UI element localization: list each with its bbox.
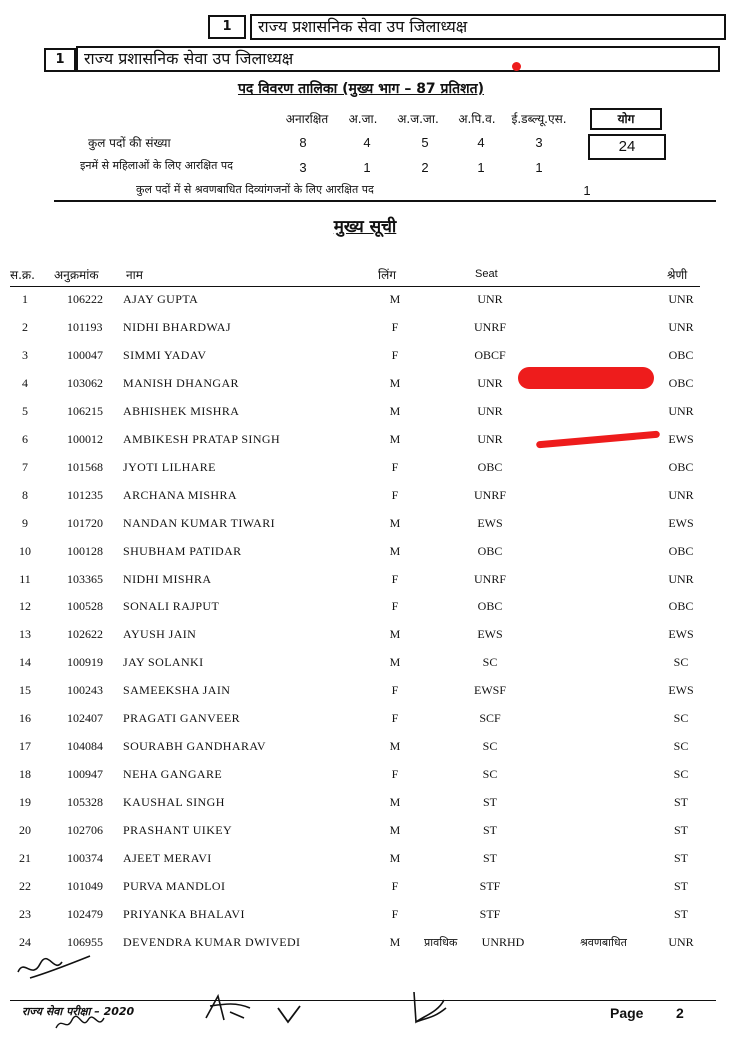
- row-roll-number: 101568: [67, 459, 103, 474]
- row-seat: UNRF: [473, 319, 506, 334]
- row-category: EWS: [668, 515, 694, 530]
- redaction-mark-1: [518, 367, 654, 389]
- row-gender: M: [389, 851, 401, 865]
- row-category: ST: [673, 906, 688, 921]
- total-unreserved: 8: [299, 135, 307, 150]
- cat-header-st: अ.ज.जा.: [397, 112, 439, 126]
- row-category: EWS: [668, 431, 694, 446]
- row-roll-number: 100374: [67, 851, 103, 865]
- post-table-subtitle: पद विवरण तालिका (मुख्य भाग – 87 प्रतिशत): [237, 81, 485, 97]
- row-name: KAUSHAL SINGH: [123, 795, 225, 810]
- row-category: SC: [673, 655, 689, 670]
- col-header-seat: Seat: [475, 268, 498, 280]
- footer-page-number: 2: [676, 1005, 684, 1021]
- row-sr: 14: [19, 655, 31, 670]
- header-number-box-1: 1: [208, 15, 246, 39]
- header-number-box-2: 1: [44, 48, 76, 72]
- row-sr: 23: [19, 906, 31, 921]
- row-category: OBC: [668, 543, 694, 558]
- row-sr: 18: [19, 767, 31, 782]
- row-gender: F: [391, 347, 399, 362]
- total-posts-label: कुल पदों की संख्या: [88, 136, 171, 150]
- table-row: [0, 683, 730, 711]
- row-seat: STF: [479, 906, 501, 921]
- row-gender: M: [389, 627, 401, 642]
- row-sr: 3: [22, 347, 28, 362]
- total-header-box: योग: [590, 108, 662, 130]
- row-gender: F: [391, 459, 399, 474]
- row-seat: UNR: [477, 292, 503, 306]
- row-roll-number: 102622: [67, 627, 103, 642]
- signature-scribble-left: [10, 950, 100, 990]
- row-name: SHUBHAM PATIDAR: [123, 543, 242, 558]
- row-gender: F: [391, 683, 399, 698]
- row-seat: SC: [482, 655, 498, 670]
- row-gender: M: [389, 375, 401, 390]
- footer-page-label: Page: [610, 1005, 644, 1021]
- row-name: NIDHI MISHRA: [123, 571, 212, 586]
- row-roll-number: 103365: [67, 571, 103, 586]
- row-sr: 7: [22, 459, 28, 474]
- row-note: श्रवणबाधित: [580, 936, 627, 949]
- row-seat-prefix: प्रावधिक: [424, 936, 458, 949]
- table-row: [0, 460, 730, 488]
- row-category: UNR: [668, 403, 694, 418]
- col-header-sr: स.क्र.: [10, 268, 35, 282]
- row-seat: OBC: [477, 543, 503, 558]
- row-seat: EWS: [477, 515, 503, 530]
- row-gender: M: [389, 739, 401, 754]
- row-gender: F: [391, 767, 399, 782]
- row-gender: F: [391, 711, 399, 726]
- section-divider: [54, 200, 716, 202]
- row-sr: 2: [22, 319, 28, 334]
- row-seat: OBC: [477, 459, 503, 474]
- row-seat: UNR: [477, 403, 503, 418]
- row-roll-number: 106955: [67, 934, 103, 949]
- women-obc: 1: [477, 160, 485, 175]
- row-gender: M: [389, 543, 401, 558]
- row-seat: EWSF: [473, 683, 506, 698]
- row-name: PRASHANT UIKEY: [123, 823, 233, 838]
- row-name: SOURABH GANDHARAV: [123, 739, 266, 754]
- row-category: ST: [673, 795, 688, 810]
- table-row: [0, 823, 730, 851]
- cat-header-sc: अ.जा.: [348, 112, 378, 126]
- row-name: SAMEEKSHA JAIN: [123, 683, 231, 698]
- col-header-gender: लिंग: [378, 268, 397, 282]
- row-roll-number: 102407: [67, 711, 103, 726]
- table-row: [0, 655, 730, 683]
- table-row: [0, 739, 730, 767]
- row-sr: 17: [19, 739, 31, 754]
- table-row: [0, 544, 730, 572]
- row-sr: 6: [22, 431, 28, 446]
- row-gender: M: [389, 515, 401, 530]
- row-roll-number: 100528: [67, 599, 103, 614]
- row-sr: 5: [22, 403, 28, 418]
- row-roll-number: 105328: [67, 795, 103, 810]
- row-seat: ST: [482, 795, 497, 810]
- row-name: ARCHANA MISHRA: [123, 487, 237, 502]
- table-row: [0, 851, 730, 879]
- row-gender: F: [391, 878, 399, 893]
- row-seat: ST: [482, 823, 497, 838]
- table-row: [0, 404, 730, 432]
- table-row: [0, 879, 730, 907]
- cat-header-unreserved: अनारक्षित: [285, 112, 329, 126]
- cat-header-obc: अ.पि.व.: [458, 112, 496, 126]
- row-sr: 10: [19, 543, 31, 558]
- row-seat: UNRHD: [481, 934, 525, 949]
- row-roll-number: 100012: [67, 431, 103, 446]
- row-roll-number: 103062: [67, 375, 103, 390]
- row-gender: F: [391, 571, 399, 586]
- red-dot: [512, 62, 521, 71]
- row-category: EWS: [668, 627, 694, 642]
- row-category: OBC: [668, 599, 694, 614]
- women-ews: 1: [535, 160, 543, 175]
- row-name: JAY SOLANKI: [123, 655, 204, 670]
- row-name: AJAY GUPTA: [123, 292, 199, 306]
- row-roll-number: 104084: [67, 739, 103, 754]
- col-header-roll: अनुक्रमांक: [54, 268, 99, 282]
- row-name: PURVA MANDLOI: [123, 878, 226, 893]
- deaf-reserved-value: 1: [583, 183, 591, 198]
- row-sr: 15: [19, 683, 31, 698]
- main-list-title: मुख्य सूची: [333, 217, 397, 237]
- row-sr: 21: [19, 851, 31, 865]
- row-seat: UNRF: [473, 571, 506, 586]
- row-name: NIDHI BHARDWAJ: [123, 319, 231, 334]
- row-gender: M: [389, 795, 401, 810]
- row-seat: OBCF: [474, 347, 506, 362]
- women-sc: 1: [363, 160, 371, 175]
- women-reserved-label: इनमें से महिलाओं के लिए आरक्षित पद: [80, 159, 233, 172]
- women-unreserved: 3: [299, 160, 307, 175]
- table-row: [0, 907, 730, 935]
- row-gender: M: [389, 823, 401, 838]
- row-name: AYUSH JAIN: [123, 627, 197, 642]
- row-seat: SCF: [479, 711, 501, 726]
- row-category: ST: [673, 878, 688, 893]
- row-gender: F: [391, 319, 399, 334]
- column-header-underline: [10, 286, 700, 287]
- col-header-category: श्रेणी: [667, 268, 688, 282]
- row-gender: M: [389, 292, 401, 306]
- row-name: AMBIKESH PRATAP SINGH: [123, 431, 281, 446]
- row-sr: 8: [22, 487, 28, 502]
- table-row: [0, 795, 730, 823]
- cat-header-ews: ई.डब्ल्यू.एस.: [511, 112, 567, 126]
- total-sc: 4: [363, 135, 371, 150]
- row-roll-number: 106215: [67, 403, 103, 418]
- row-name: PRIYANKA BHALAVI: [123, 906, 245, 921]
- deaf-reserved-label: कुल पदों में से श्रवणबाधित दिव्यांगजनों के लिए आरक्षित पद: [136, 183, 374, 196]
- row-category: SC: [673, 739, 689, 754]
- row-sr: 4: [22, 375, 28, 390]
- row-sr: 19: [19, 795, 31, 810]
- row-roll-number: 101049: [67, 878, 103, 893]
- signature-scribble-2: [274, 1000, 304, 1028]
- row-category: ST: [673, 851, 688, 865]
- row-sr: 12: [19, 599, 31, 614]
- row-seat: UNR: [477, 375, 503, 390]
- footer-exam-name: राज्य सेवा परीक्षा – 2020: [22, 1005, 135, 1018]
- row-category: ST: [673, 823, 688, 838]
- row-category: UNR: [668, 571, 694, 586]
- table-row: [0, 572, 730, 600]
- total-st: 5: [421, 135, 429, 150]
- row-gender: M: [389, 934, 401, 949]
- table-row: [0, 292, 730, 320]
- row-category: OBC: [668, 347, 694, 362]
- footer-line: [10, 1000, 716, 1001]
- total-sum-box: 24: [588, 134, 666, 160]
- row-roll-number: 100947: [67, 767, 103, 782]
- row-name: AJEET MERAVI: [123, 851, 212, 865]
- row-roll-number: 100047: [67, 347, 103, 362]
- signature-scribble-1: [200, 990, 260, 1026]
- table-row: [0, 627, 730, 655]
- row-name: PRAGATI GANVEER: [123, 711, 240, 726]
- women-st: 2: [421, 160, 429, 175]
- row-roll-number: 101193: [67, 319, 103, 334]
- row-gender: M: [389, 655, 401, 670]
- header-title-box-1: राज्य प्रशासनिक सेवा उप जिलाध्यक्ष: [250, 14, 726, 40]
- row-category: OBC: [668, 459, 694, 474]
- row-seat: UNRF: [473, 487, 506, 502]
- table-row: [0, 711, 730, 739]
- row-seat: EWS: [477, 627, 503, 642]
- row-sr: 1: [22, 292, 28, 306]
- row-category: SC: [673, 767, 689, 782]
- row-sr: 22: [19, 878, 31, 893]
- row-name: SIMMI YADAV: [123, 347, 207, 362]
- row-name: SONALI RAJPUT: [123, 599, 220, 614]
- signature-scribble-3: [404, 988, 450, 1028]
- row-name: DEVENDRA KUMAR DWIVEDI: [123, 934, 301, 949]
- row-gender: M: [389, 403, 401, 418]
- row-seat: SC: [482, 739, 498, 754]
- row-category: UNR: [668, 319, 694, 334]
- row-roll-number: 100919: [67, 655, 103, 670]
- row-seat: ST: [482, 851, 497, 865]
- row-gender: F: [391, 599, 399, 614]
- table-row: [0, 516, 730, 544]
- row-name: NEHA GANGARE: [123, 767, 223, 782]
- row-seat: STF: [479, 878, 501, 893]
- row-gender: F: [391, 487, 399, 502]
- col-header-name: नाम: [126, 268, 143, 282]
- row-category: UNR: [668, 292, 694, 306]
- row-roll-number: 102479: [67, 906, 103, 921]
- table-row: [0, 935, 730, 963]
- table-row: [0, 767, 730, 795]
- total-obc: 4: [477, 135, 485, 150]
- row-sr: 24: [19, 934, 31, 949]
- row-sr: 11: [19, 571, 31, 586]
- header-title-box-2: राज्य प्रशासनिक सेवा उप जिलाध्यक्ष: [76, 46, 720, 72]
- row-seat: SC: [482, 767, 498, 782]
- table-row: [0, 320, 730, 348]
- row-name: ABHISHEK MISHRA: [123, 403, 240, 418]
- row-roll-number: 102706: [67, 823, 103, 838]
- row-name: MANISH DHANGAR: [123, 375, 239, 390]
- row-gender: F: [391, 906, 399, 921]
- row-roll-number: 106222: [67, 292, 103, 306]
- row-category: UNR: [668, 934, 694, 949]
- row-seat: UNR: [477, 431, 503, 446]
- row-category: UNR: [668, 487, 694, 502]
- table-row: [0, 488, 730, 516]
- row-roll-number: 101720: [67, 515, 103, 530]
- row-category: SC: [673, 711, 689, 726]
- row-seat: OBC: [477, 599, 503, 614]
- total-ews: 3: [535, 135, 543, 150]
- table-row: [0, 599, 730, 627]
- row-sr: 13: [19, 627, 31, 642]
- row-category: OBC: [668, 375, 694, 390]
- row-roll-number: 100243: [67, 683, 103, 698]
- row-sr: 16: [19, 711, 31, 726]
- row-roll-number: 100128: [67, 543, 103, 558]
- row-name: NANDAN KUMAR TIWARI: [123, 515, 276, 530]
- row-gender: M: [389, 431, 401, 446]
- row-sr: 20: [19, 823, 31, 838]
- row-name: JYOTI LILHARE: [123, 459, 216, 474]
- row-roll-number: 101235: [67, 487, 103, 502]
- row-sr: 9: [22, 515, 28, 530]
- row-category: EWS: [668, 683, 694, 698]
